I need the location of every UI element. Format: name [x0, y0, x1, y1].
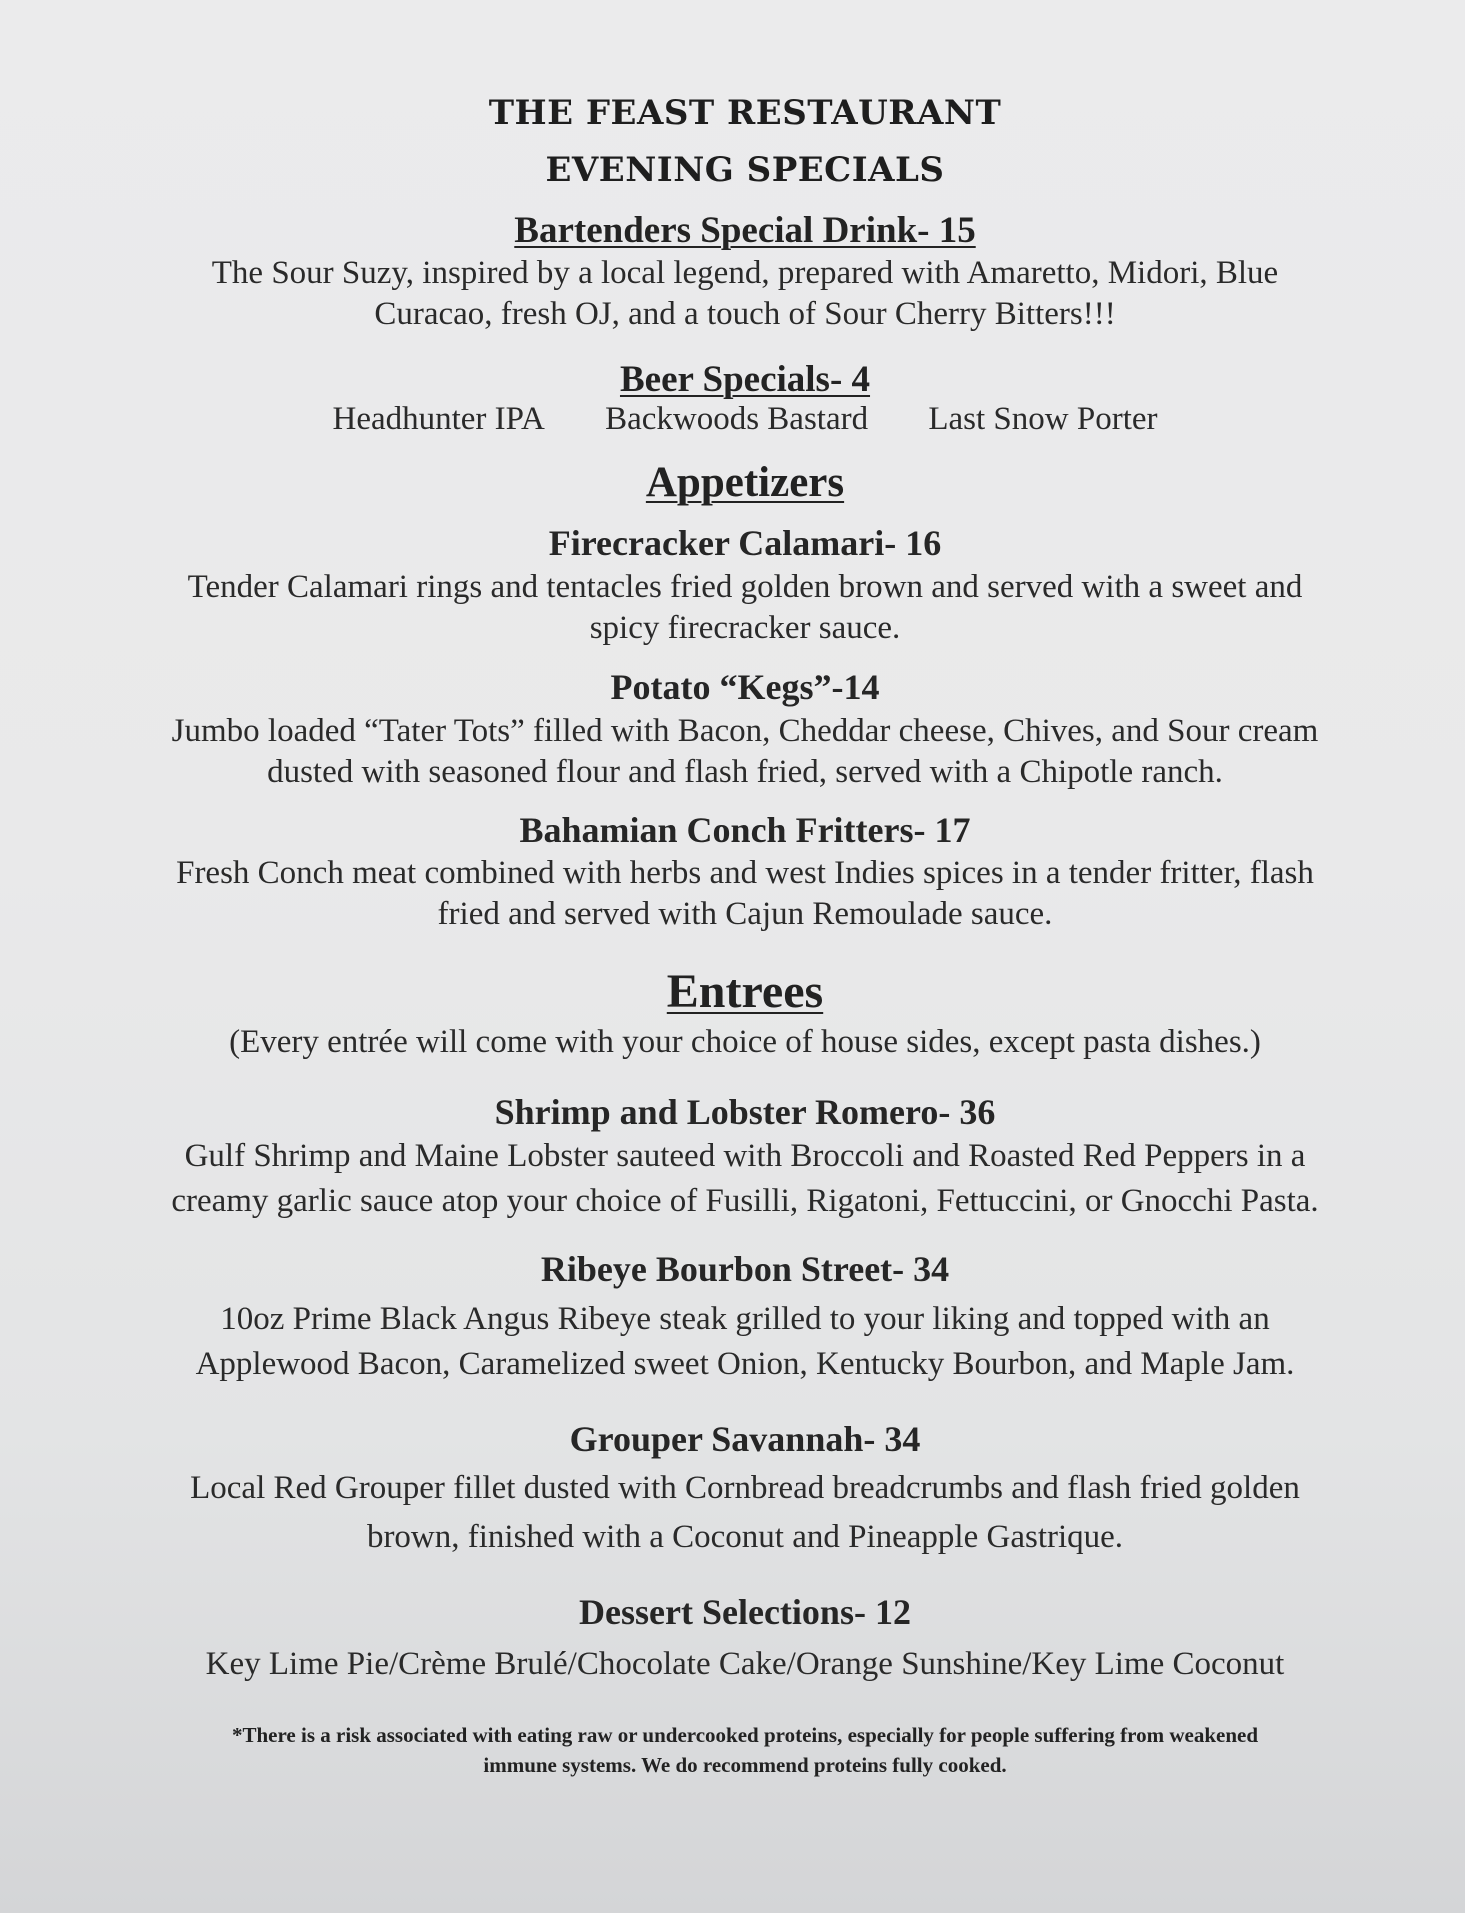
- entrees-note: (Every entrée will come with your choice of house sides, except pasta dishes.): [229, 1024, 1261, 1060]
- disclaimer-line-1: *There is a risk associated with eating raw or undercooked proteins, especially for people suffering from weakened: [231, 1723, 1259, 1747]
- entree-description-line-1: Gulf Shrimp and Maine Lobster sauteed with Broccoli and Roasted Red Peppers in a: [184, 1138, 1306, 1174]
- appetizer-description-line-1: Jumbo loaded “Tater Tots” filled with Bacon, Cheddar cheese, Chives, and Sour cream: [171, 713, 1319, 749]
- dessert-title: Dessert Selections- 12: [579, 1592, 911, 1632]
- entree-description-line-2: Applewood Bacon, Caramelized sweet Onion, Kentucky Bourbon, and Maple Jam.: [195, 1346, 1295, 1382]
- drink-special-title: Bartenders Special Drink- 15: [514, 210, 976, 251]
- beer-list: [0, 401, 1465, 438]
- drink-special-description-line-1: The Sour Suzy, inspired by a local legend, prepared with Amaretto, Midori, Blue: [211, 255, 1279, 291]
- appetizers-heading: Appetizers: [645, 459, 845, 506]
- beer-specials-title: Beer Specials- 4: [619, 359, 871, 400]
- appetizer-name: Bahamian Conch Fritters- 17: [519, 810, 971, 850]
- appetizer-description-line-2: spicy firecracker sauce.: [589, 610, 901, 646]
- appetizer-description-line-2: fried and served with Cajun Remoulade sauce.: [437, 896, 1053, 932]
- entree-description-line-1: Local Red Grouper fillet dusted with Cornbread breadcrumbs and flash fried golden: [190, 1470, 1300, 1506]
- beer-item: Last Snow Porter: [928, 401, 1158, 437]
- entrees-heading: Entrees: [666, 965, 824, 1018]
- appetizer-description-line-1: Tender Calamari rings and tentacles fried golden brown and served with a sweet and: [187, 569, 1303, 605]
- entree-name: Ribeye Bourbon Street- 34: [540, 1249, 950, 1289]
- disclaimer-line-2: immune systems. We do recommend proteins fully cooked.: [483, 1753, 1007, 1777]
- entree-description-line-2: brown, finished with a Coconut and Pineapple Gastrique.: [366, 1519, 1124, 1555]
- appetizer-name: Potato “Kegs”-14: [610, 667, 880, 707]
- entree-name: Shrimp and Lobster Romero- 36: [494, 1092, 996, 1132]
- menu-subtitle: EVENING SPECIALS: [545, 150, 945, 190]
- beer-item: Headhunter IPA: [332, 401, 545, 437]
- entree-name: Grouper Savannah- 34: [569, 1419, 921, 1459]
- drink-special-description-line-2: Curacao, fresh OJ, and a touch of Sour Cherry Bitters!!!: [374, 296, 1116, 332]
- appetizer-description-line-2: dusted with seasoned flour and flash fried, served with a Chipotle ranch.: [267, 754, 1223, 790]
- beer-item: Backwoods Bastard: [605, 401, 869, 437]
- restaurant-name: THE FEAST RESTAURANT: [488, 93, 1002, 133]
- entree-description-line-1: 10oz Prime Black Angus Ribeye steak grilled to your liking and topped with an: [220, 1301, 1270, 1337]
- appetizer-description-line-1: Fresh Conch meat combined with herbs and west Indies spices in a tender fritter, flash: [176, 855, 1314, 891]
- dessert-list: Key Lime Pie/Crème Brulé/Chocolate Cake/Orange Sunshine/Key Lime Coconut: [205, 1646, 1285, 1682]
- entree-description-line-2: creamy garlic sauce atop your choice of Fusilli, Rigatoni, Fettuccini, or Gnocchi Pasta.: [171, 1183, 1319, 1219]
- appetizer-name: Firecracker Calamari- 16: [548, 523, 942, 563]
